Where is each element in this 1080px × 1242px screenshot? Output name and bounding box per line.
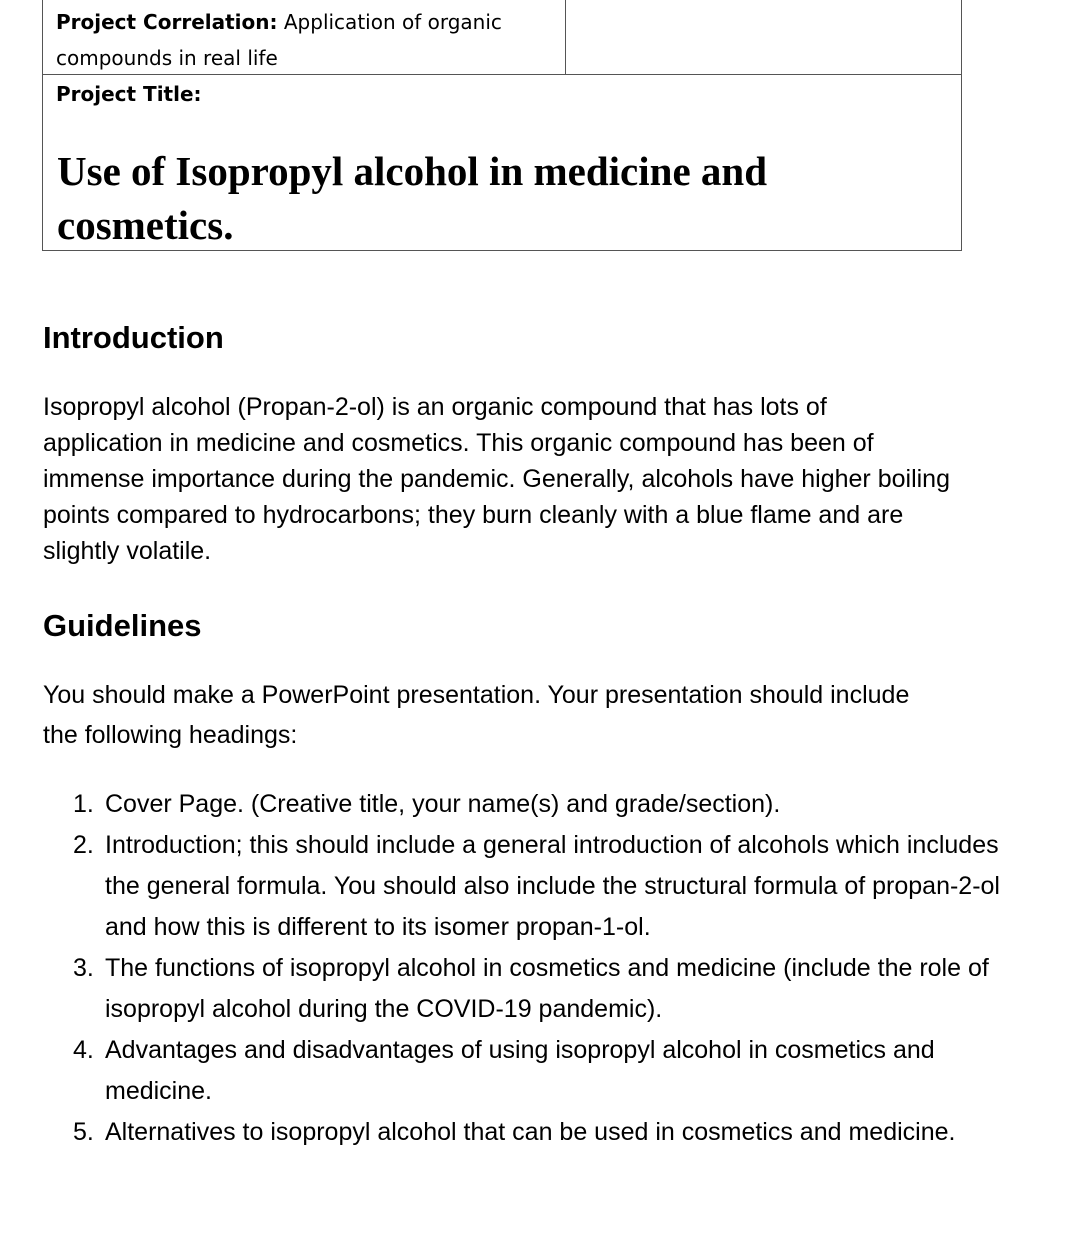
guidelines-list — [43, 784, 1003, 1153]
introduction-heading: Introduction — [43, 320, 224, 355]
project-correlation — [56, 4, 556, 76]
list-item-text: Advantages and disadvantages of using isopropyl alcohol in cosmetics and medicine. — [105, 1036, 935, 1105]
guidelines-heading: Guidelines — [43, 608, 202, 643]
list-item-number: 3. — [73, 954, 94, 982]
project-title-label: Project Title: — [56, 82, 202, 106]
project-title: Use of Isopropyl alcohol in medicine and cosmetics. — [57, 148, 767, 248]
correlation-value: Application of organic compounds in real life — [56, 10, 502, 70]
list-item-text: Alternatives to isopropyl alcohol that can be used in cosmetics and medicine. — [105, 1118, 956, 1146]
list-item-number: 1. — [73, 790, 94, 818]
correlation-label: Project Correlation: — [56, 10, 278, 34]
list-item-text: Cover Page. (Creative title, your name(s) and grade/section). — [105, 790, 781, 818]
list-item — [43, 1112, 1003, 1153]
list-item-text: Introduction; this should include a general introduction of alcohols which includes the general formula. You should also include the structural formula of propan-2-ol and how this is different to its isomer propan-1-ol. — [105, 831, 1000, 941]
list-item-text: The functions of isopropyl alcohol in cosmetics and medicine (include the role of isopropyl alcohol during the COVID-19 pandemic). — [105, 954, 989, 1023]
guidelines-paragraph: You should make a PowerPoint presentation. Your presentation should include the following headings: — [43, 681, 910, 749]
list-item — [43, 825, 1003, 948]
list-item — [43, 784, 1003, 825]
list-item — [43, 1030, 1003, 1112]
project-info-table — [42, 0, 962, 251]
list-item-number: 4. — [73, 1036, 94, 1064]
list-item — [43, 948, 1003, 1030]
table-row-correlation — [43, 0, 961, 75]
introduction-paragraph: Isopropyl alcohol (Propan-2-ol) is an organic compound that has lots of application in medicine and cosmetics. This organic compound has been of immense importance during the pandemic. Generally, alcohols have higher boiling points compared to hydrocarbons; they burn cleanly with a blue flame and are slightly volatile. — [43, 393, 950, 565]
list-item-number: 2. — [73, 831, 94, 859]
correlation-cell — [43, 0, 566, 74]
empty-cell — [566, 0, 961, 74]
list-item-number: 5. — [73, 1118, 94, 1146]
